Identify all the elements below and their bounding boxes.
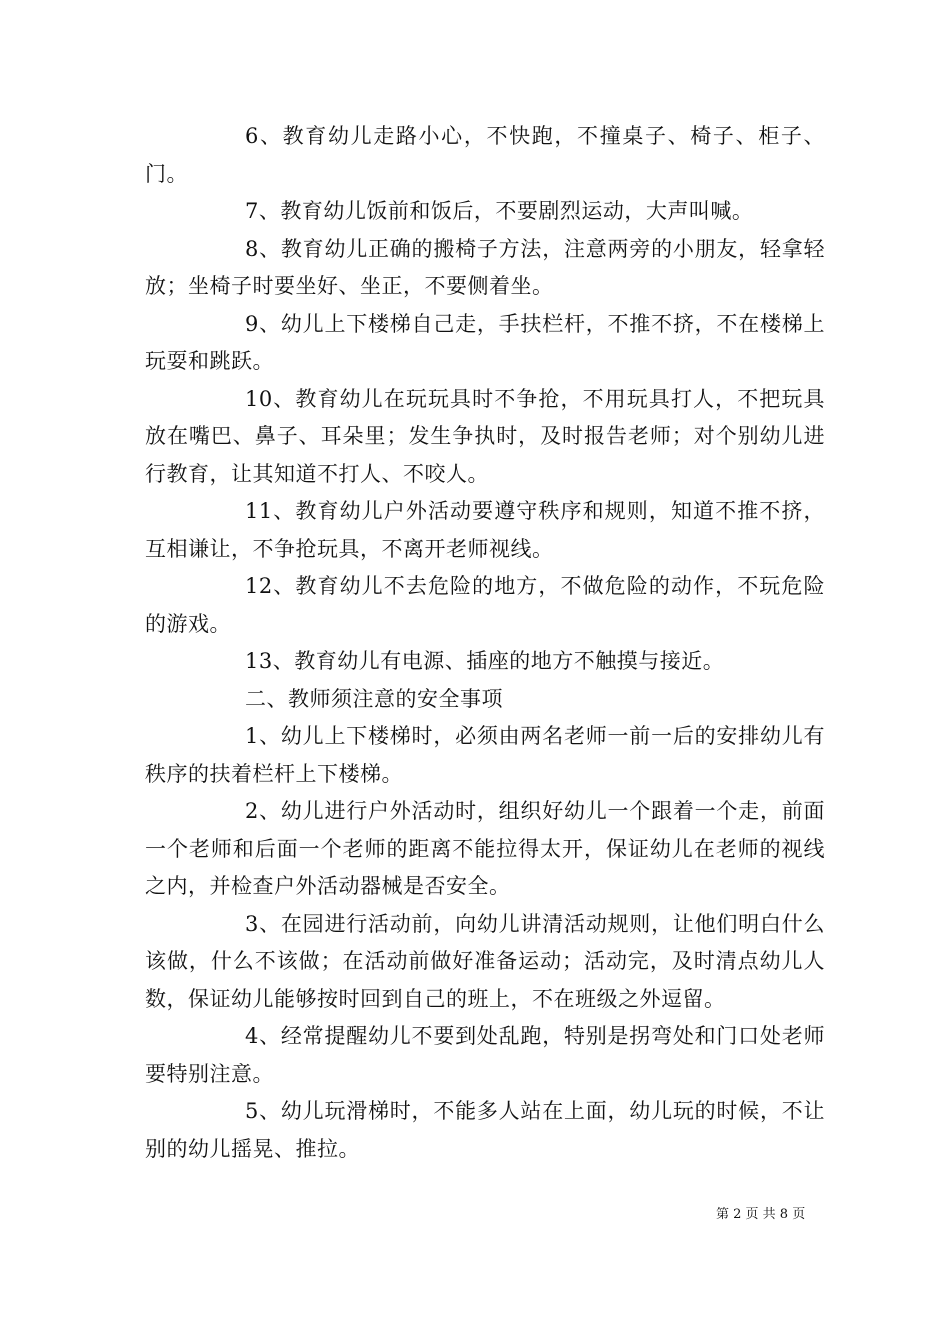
paragraph: 7、教育幼儿饭前和饭后，不要剧烈运动，大声叫喊。 bbox=[245, 199, 754, 223]
paragraph: 13、教育幼儿有电源、插座的地方不触摸与接近。 bbox=[245, 649, 725, 673]
paragraph: 4、经常提醒幼儿不要到处乱跑，特别是拐弯处和门口处老师要特别注意。 bbox=[145, 1024, 825, 1086]
paragraph: 6、教育幼儿走路小心，不快跑，不撞桌子、椅子、柜子、门。 bbox=[145, 124, 825, 186]
paragraph: 3、在园进行活动前，向幼儿讲清活动规则，让他们明白什么该做，什么不该做；在活动前做好准备运动；活动完，及时清点幼儿人数，保证幼儿能够按时回到自己的班上，不在班级之外逗留。 bbox=[145, 911, 825, 1011]
paragraph: 5、幼儿玩滑梯时，不能多人站在上面，幼儿玩的时候，不让别的幼儿摇晃、推拉。 bbox=[145, 1099, 825, 1161]
section-heading: 二、教师须注意的安全事项 bbox=[245, 686, 503, 711]
page-number-footer: 第 2 页 共 8 页 bbox=[716, 1207, 806, 1222]
paragraph: 1、幼儿上下楼梯时，必须由两名老师一前一后的安排幼儿有秩序的扶着栏杆上下楼梯。 bbox=[145, 724, 825, 786]
paragraph: 11、教育幼儿户外活动要遵守秩序和规则，知道不推不挤，互相谦让，不争抢玩具，不离开老师视线。 bbox=[145, 499, 825, 561]
paragraph: 9、幼儿上下楼梯自己走，手扶栏杆，不推不挤，不在楼梯上玩耍和跳跃。 bbox=[145, 311, 825, 373]
paragraph: 12、教育幼儿不去危险的地方，不做危险的动作，不玩危险的游戏。 bbox=[145, 574, 825, 636]
paragraph: 8、教育幼儿正确的搬椅子方法，注意两旁的小朋友，轻拿轻放；坐椅子时要坐好、坐正，不要侧着坐。 bbox=[145, 236, 825, 298]
document-body bbox=[145, 118, 825, 1168]
paragraph: 10、教育幼儿在玩玩具时不争抢，不用玩具打人，不把玩具放在嘴巴、鼻子、耳朵里；发生争执时，及时报告老师；对个别幼儿进行教育，让其知道不打人、不咬人。 bbox=[145, 386, 825, 486]
paragraph: 2、幼儿进行户外活动时，组织好幼儿一个跟着一个走，前面一个老师和后面一个老师的距离不能拉得太开，保证幼儿在老师的视线之内，并检查户外活动器械是否安全。 bbox=[145, 799, 825, 898]
